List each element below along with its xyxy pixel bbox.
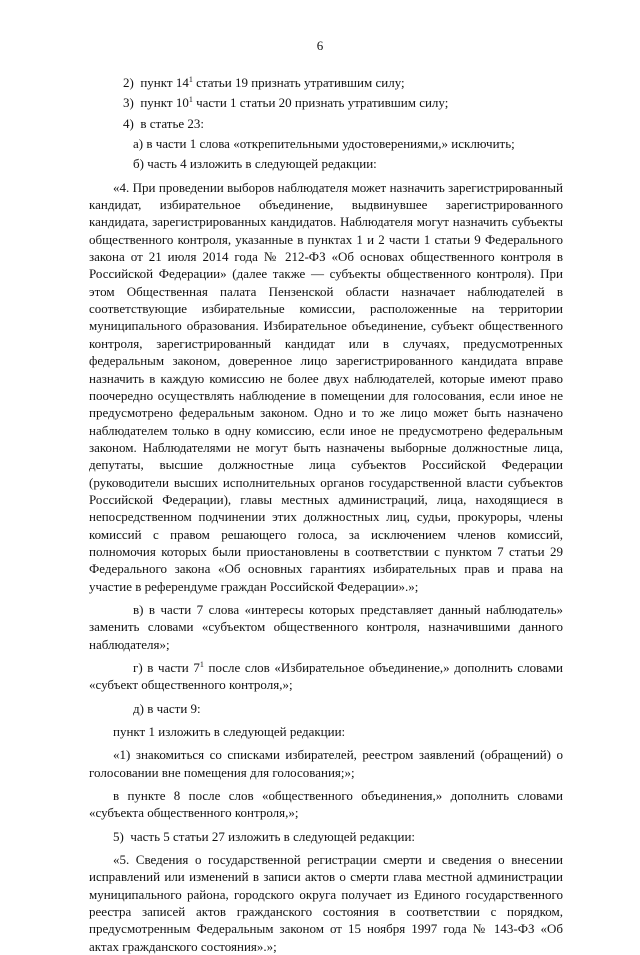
paragraph-subitem-v: в) в части 7 слова «интересы которых представляет данный наблюдатель» заменить словами «субъектом общественного контроля, назначившими данного наблюдателя»;: [89, 601, 563, 652]
paragraph-point-8: в пункте 8 после слов «общественного объединения,» дополнить словами «субъекта общественного контроля,»;: [89, 788, 563, 821]
paragraph-item-4: 4) в статье 23:: [123, 115, 205, 131]
paragraph-quote-point-1: «1) знакомиться со списками избирателей, реестром заявлений (обращений) о голосовании вне помещения для голосования;»;: [89, 747, 563, 780]
paragraph-item-5: 5) часть 5 статьи 27 изложить в следующей редакции:: [113, 828, 416, 844]
paragraph-subitem-d: д) в части 9:: [133, 700, 201, 716]
paragraph-item-3: 3) пункт $10^1$ части 1 статьи 20 признать утратившим силу;: [123, 95, 449, 111]
document-body: [89, 74, 563, 955]
paragraph-quote-part-5: «5. Сведения о государственной регистрации смерти и сведения о внесении исправлений или изменений в записи актов о смерти глава местной администрации муниципального района, городского округа получает из Единого государственного реестра записей актов гражданского состояния в соответствии с порядком, предусмотренным Федеральным законом от 15 ноября 1997 года № 143-ФЗ «Об актах гражданского состояния».»;: [89, 852, 563, 954]
paragraph-subitem-b: б) часть 4 изложить в следующей редакции:: [133, 156, 377, 172]
paragraph-quote-part-4: «4. При проведении выборов наблюдателя может назначить зарегистрированный кандидат, избирательное объединение, выдвинувшее зарегистрированного кандидата, зарегистрированных кандидатов. Наблюдателя могут назначить субъекты общественного контроля, указанные в пунктах 1 и 2 части 1 статьи 9 Федерального закона от 21 июля 2014 года № 212-ФЗ «Об основах общественного контроля в Российской Федерации» (далее также — субъекты общественного контроля). При этом Общественная палата Пензенской области назначает наблюдателей в соответствующие избирательные комиссии, расположенные на территории муниципального образования. Избирательное объединение, субъект общественного контроля, зарегистрированный кандидат или в случаях, предусмотренных федеральным законом, доверенное лицо зарегистрированного кандидата вправе назначить в каждую комиссию не более двух наблюдателей, которые имеют право поочередно осуществлять наблюдение в помещении для голосования, если иное не предусмотрено федеральным законом. Одно и то же лицо может быть назначено наблюдателем только в одну комиссию, если иное не предусмотрено федеральным законом. Наблюдателями не могут быть назначены выборные должностные лица, депутаты, высшие должностные лица субъектов Российской Федерации (руководители высших исполнительных органов государственной власти субъектов Российской Федерации), главы местных администраций, лица, находящиеся в непосредственном подчинении этих должностных лиц, судьи, прокуроры, члены комиссий с правом решающего голоса, за исключением членов комиссий, полномочия которых были приостановлены в соответствии с пунктом 7 статьи 29 Федерального закона «Об основных гарантиях избирательных прав и права на участие в референдуме граждан Российской Федерации».»;: [89, 179, 563, 594]
paragraph-subitem-g: г) в части $7^1$ после слов «Избирательное объединение,» дополнить словами «субъект общественного контроля,»;: [89, 660, 564, 693]
paragraph-item-2: 2) пункт $14^1$ статьи 19 признать утратившим силу;: [123, 75, 405, 90]
page-number: 6: [316, 38, 324, 53]
paragraph-point-1-intro: пункт 1 изложить в следующей редакции:: [113, 724, 346, 740]
paragraph-subitem-a: а) в части 1 слова «открепительными удостоверениями,» исключить;: [133, 136, 515, 152]
